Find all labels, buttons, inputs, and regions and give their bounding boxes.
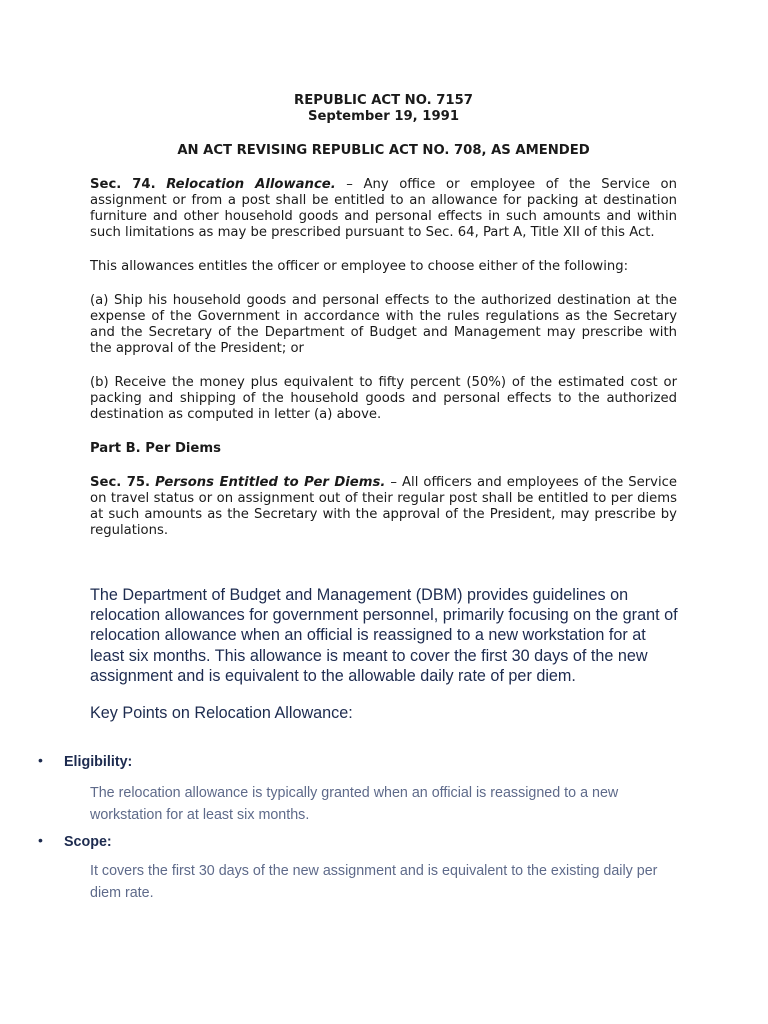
republic-act-section: [90, 93, 677, 539]
option-b-paragraph: (b) Receive the money plus equivalent to fifty percent (50%) of the estimated cost or packing and shipping of the household goods and personal effects to the authorized destination as computed in letter (a) above.: [90, 375, 677, 422]
bullet-label-eligibility: Eligibility:: [64, 754, 133, 770]
bullet-text-eligibility: The relocation allowance is typically granted when an official is reassigned to a new workstation for at least six months.: [90, 785, 619, 823]
bullet-label-scope: Scope:: [64, 834, 112, 850]
sec-74-paragraph: [90, 177, 677, 241]
sec-75-paragraph: [90, 475, 677, 539]
dbm-summary-section: [90, 585, 680, 723]
option-a-paragraph: (a) Ship his household goods and personal effects to the authorized destination at the expense of the Government in accordance with the rules regulations as the Secretary and the Secretary of the Department of Budget and Management may prescribe with the approval of the President; or: [90, 293, 677, 356]
bullet-icon: •: [38, 752, 43, 768]
sec-74-text: – Any office or employee of the Service on assignment or from a post shall be entitled to an allowance for packing at destination furniture and other household goods and personal effects in such amounts and within such limitations as may be prescribed pursuant to Sec. 64, Part A, Title XII of this Act.: [90, 177, 677, 240]
choose-paragraph: This allowances entitles the officer or employee to choose either of the following:: [90, 259, 629, 274]
sec-75-label: Sec. 75.: [90, 475, 151, 490]
list-item: [0, 752, 768, 774]
act-number: REPUBLIC ACT NO. 7157: [294, 93, 473, 108]
key-points-heading: Key Points on Relocation Allowance:: [90, 704, 353, 723]
act-title: AN ACT REVISING REPUBLIC ACT NO. 708, AS AMENDED: [177, 143, 590, 158]
sec-74-title: Relocation Allowance.: [166, 177, 336, 192]
sec-75-title: Persons Entitled to Per Diems.: [155, 475, 386, 490]
bullet-icon: •: [38, 832, 43, 848]
bullet-text-scope: It covers the first 30 days of the new assignment and is equivalent to the existing daily per diem rate.: [90, 863, 658, 901]
list-item: [0, 832, 768, 854]
sec-75-text: – All officers and employees of the Service on travel status or on assignment out of their regular post shall be entitled to per diems at such amounts as the Secretary with the approval of the President, may prescribe by regulations.: [90, 475, 677, 538]
summary-intro: The Department of Budget and Management (DBM) provides guidelines on relocation allowances for government personnel, primarily focusing on the grant of relocation allowance when an official is reassigned to a new workstation for at least six months. This allowance is meant to cover the first 30 days of the new assignment and is equivalent to the allowable daily rate of per diem.: [90, 586, 678, 685]
part-b-heading: Part B. Per Diems: [90, 441, 221, 456]
act-date: September 19, 1991: [307, 109, 459, 124]
sec-74-label: Sec. 74.: [90, 177, 156, 192]
key-points-list: [0, 752, 768, 904]
